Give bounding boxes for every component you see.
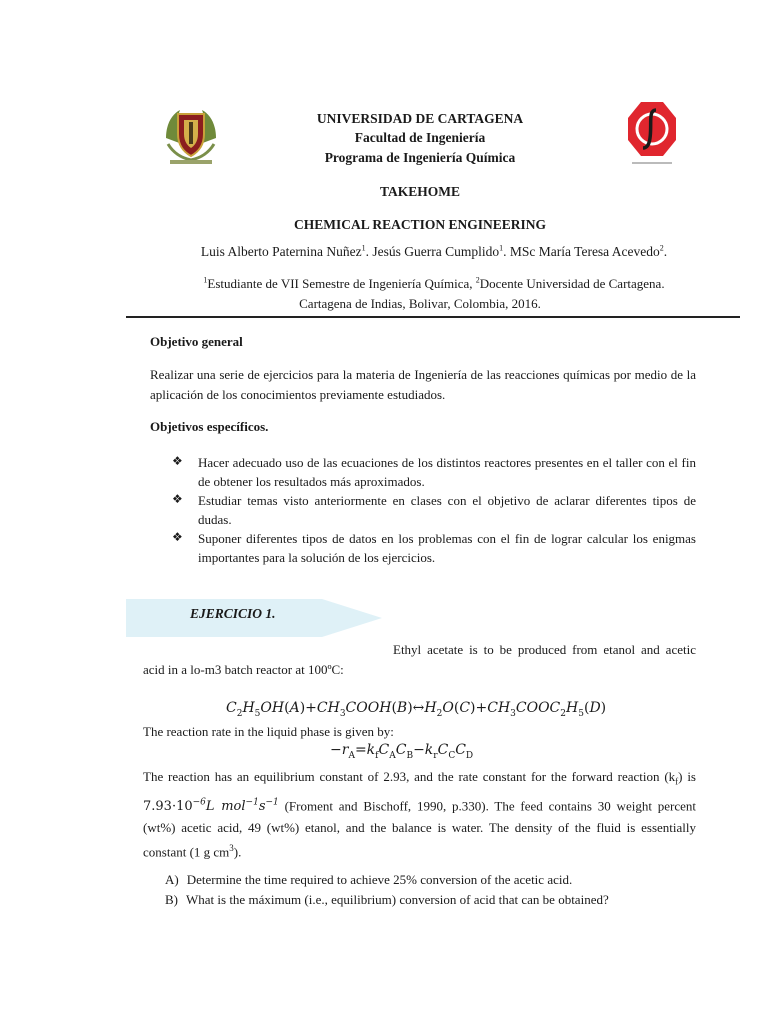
- paragraph-sub: f: [675, 776, 679, 787]
- rate-intro: The reaction rate in the liquid phase is given by:: [143, 724, 394, 739]
- course-title: CHEMICAL REACTION ENGINEERING: [293, 217, 547, 232]
- affiliation-student: Estudiante de VII Semestre de Ingeniería Química,: [207, 276, 476, 291]
- paragraph-part-1: The reaction has an equilibrium constant of 2.93, and the rate constant for the forward reaction (k: [143, 769, 676, 784]
- question-label: B): [165, 892, 178, 907]
- question-label: A): [165, 872, 179, 887]
- university-name: UNIVERSIDAD DE CARTAGENA: [316, 111, 524, 126]
- authors-end: .: [663, 244, 668, 259]
- list-item: [172, 453, 696, 491]
- paragraph-part-4: ).: [233, 844, 242, 860]
- affiliation-teacher: Docente Universidad de Cartagena.: [479, 276, 665, 291]
- ejercicio-label: EJERCICIO 1.: [190, 606, 276, 621]
- diamond-bullet-icon: ❖: [172, 530, 183, 544]
- list-item: [165, 870, 705, 890]
- diamond-bullet-icon: ❖: [172, 492, 183, 506]
- diamond-bullet-icon: ❖: [172, 454, 183, 468]
- doc-type: TAKEHOME: [379, 184, 460, 199]
- author-1-sup: 1: [361, 243, 366, 253]
- author-3: . MSc María Teresa Acevedo: [503, 244, 660, 259]
- list-item-text: Hacer adecuado uso de las ecuaciones de los distintos reactores presentes en el taller con el fin de obtener los resultados más aproximados.: [198, 455, 696, 489]
- paragraph-part-3: (Froment and Bischoff, 1990, p.330). The feed contains 30 weight percent (wt%) acetic acid, 49 (wt%) etanol, and the balance is water. The density of the fluid is essentially constant (1 g cm: [143, 797, 696, 860]
- ejercicio-banner: [126, 599, 382, 637]
- questions-list: [165, 870, 705, 910]
- list-item: [172, 529, 696, 567]
- objetivos-especificos-heading: Objetivos específicos.: [150, 419, 269, 434]
- ejercicio-intro: Ethyl acetate is to be produced from etanol and acetic acid in a lo-m3 batch reactor at 100ºC:: [143, 642, 696, 677]
- objetivo-general-text: Realizar una serie de ejercicios para la materia de Ingeniería de las reacciones químicas por medio de la aplicación de los conocimientos previamente estudiados.: [150, 367, 696, 402]
- faculty-name: Facultad de Ingeniería: [354, 130, 486, 145]
- reaction-equation: $C_2H_5OH(A)+CH_3COOH(B)\leftrightarrow H_2O(C)+CH_3COOC_2H_5(D)$: [226, 700, 607, 719]
- affiliation-line: [120, 276, 748, 292]
- affiliation-sup-1: 1: [203, 275, 208, 285]
- objetivo-general-heading: Objetivo general: [150, 334, 243, 349]
- authors-line: [120, 244, 748, 260]
- list-item-text: Estudiar temas visto anteriormente en clases con el objetivo de aclarar diferentes tipos de dudas.: [198, 493, 696, 527]
- objetivos-list: [172, 453, 696, 567]
- paragraph-part-2: ) is: [678, 769, 696, 784]
- rate-constant-expression: $7.93\cdot 10^{-6}L$ $mol^{-1}s^{-1}$: [143, 797, 279, 814]
- paragraph-sup: 3: [229, 842, 234, 853]
- list-item: [165, 890, 705, 910]
- author-2-sup: 1: [499, 243, 504, 253]
- author-2: . Jesús Guerra Cumplido: [365, 244, 500, 259]
- list-item-text: Suponer diferentes tipos de datos en los problemas con el fin de lograr calcular los enigmas importantes para la solución de los ejercicios.: [198, 531, 696, 565]
- author-3-sup: 2: [659, 243, 664, 253]
- question-text: Determine the time required to achieve 25% conversion of the acetic acid.: [186, 872, 573, 887]
- header-divider: [126, 316, 740, 318]
- affiliation-sup-2: 2: [475, 275, 480, 285]
- program-name: Programa de Ingeniería Química: [324, 150, 516, 165]
- rate-equation: $-r_A=k_fC_AC_B-k_rC_CC_D$: [330, 742, 474, 761]
- author-1: Luis Alberto Paternina Nuñez: [200, 244, 362, 259]
- location-line: Cartagena de Indias, Bolivar, Colombia, 2016.: [299, 296, 541, 311]
- reaction-paragraph: [143, 766, 696, 862]
- list-item: [172, 491, 696, 529]
- question-text: What is the máximum (i.e., equilibrium) conversion of acid that can be obtained?: [186, 892, 609, 907]
